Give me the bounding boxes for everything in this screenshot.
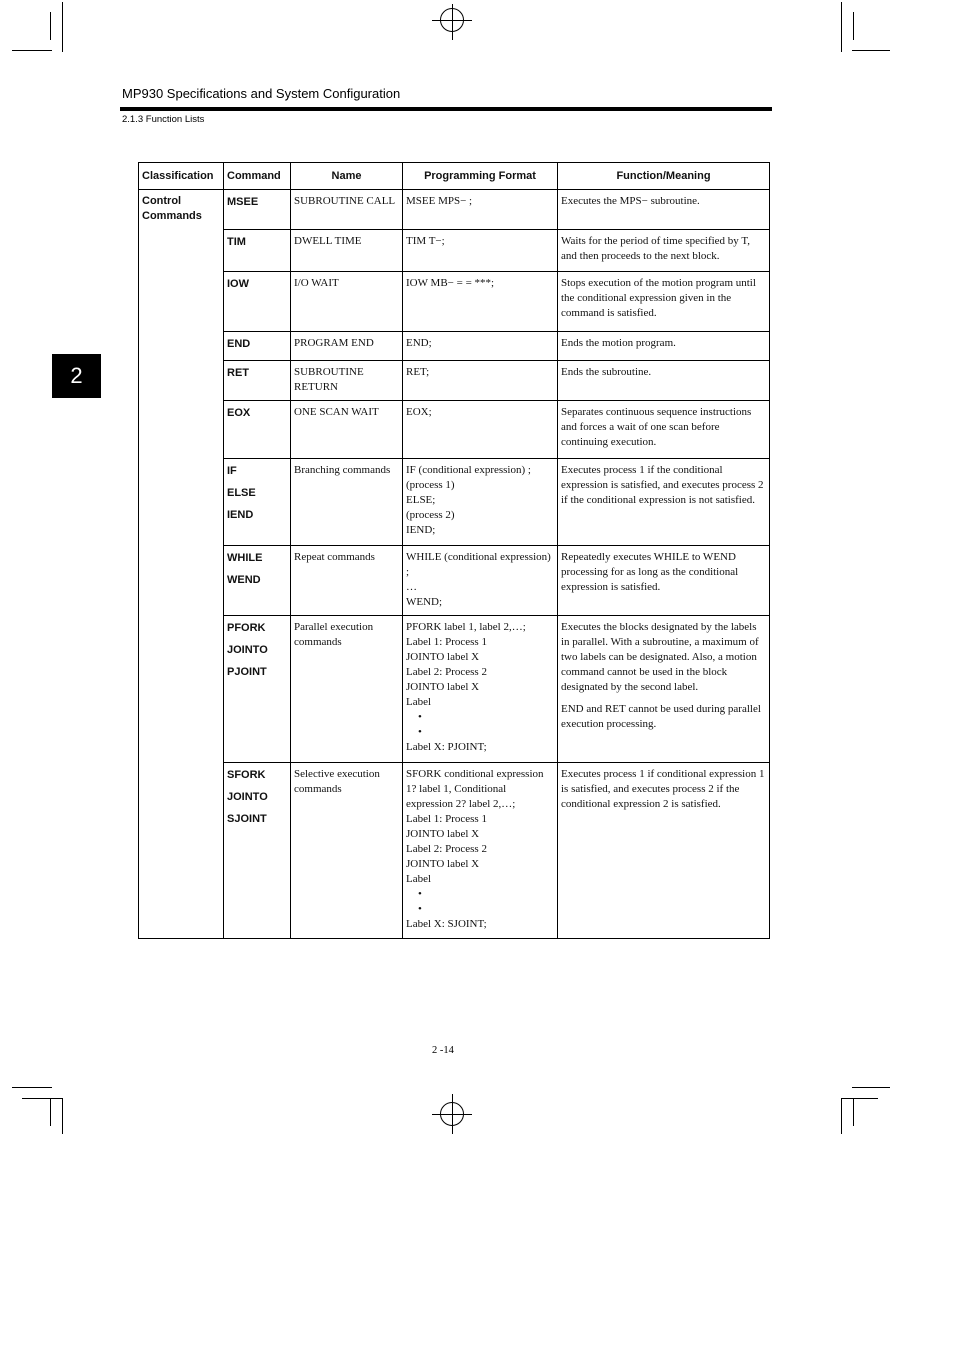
name-cell <box>291 763 403 939</box>
function-meaning-cell <box>558 546 770 616</box>
format-line: JOINTO label X <box>406 651 480 663</box>
format-line: JOINTO label X <box>406 858 480 870</box>
classification-cell: Control Commands <box>139 190 224 939</box>
crop-mark-bl-v2 <box>50 1098 51 1126</box>
page-header-title: MP930 Specifications and System Configuration <box>122 86 401 101</box>
command-keyword: PFORK <box>227 622 266 634</box>
function-text: Executes process 1 if conditional expression 1 is satisfied, and executes process 2 if the conditional expression 2 is satisfied. <box>561 768 765 810</box>
format-line: SFORK conditional expression 1? label 1, Conditional expression 2? label 2,…; <box>406 768 544 810</box>
command-keyword: SFORK <box>227 769 266 781</box>
crop-mark-bl-v <box>62 1098 63 1134</box>
table-row <box>139 763 770 939</box>
command-keyword: EOX <box>227 407 251 419</box>
chapter-tab: 2 <box>52 354 101 398</box>
command-keyword: JOINTO <box>227 791 268 803</box>
crop-mark-br-h2 <box>842 1098 878 1099</box>
command-cell <box>224 459 291 546</box>
table-row <box>139 230 770 272</box>
function-meaning-cell <box>558 459 770 546</box>
format-line: • <box>418 888 422 900</box>
command-keyword: PJOINT <box>227 666 267 678</box>
name-cell <box>291 546 403 616</box>
function-meaning-cell <box>558 190 770 230</box>
function-text: Separates continuous sequence instructions and forces a wait of one scan before continuing execution. <box>561 406 752 448</box>
programming-format-cell <box>403 546 558 616</box>
command-cell <box>224 361 291 401</box>
name-cell <box>291 272 403 332</box>
format-line: TIM T−; <box>406 235 445 247</box>
crop-mark-tl-v2 <box>50 12 51 40</box>
format-line: PFORK label 1, label 2,…; <box>406 621 526 633</box>
command-keyword: END <box>227 338 251 350</box>
function-text: Waits for the period of time specified by T, and then proceeds to the next block. <box>561 235 751 262</box>
function-text: Executes the blocks designated by the labels in parallel. With a subroutine, a maximum of two labels can be designated. Also, a motion command cannot be used in the block designated by the second label. <box>561 621 759 693</box>
command-cell <box>224 763 291 939</box>
format-line: WHILE (conditional expression) ; <box>406 551 551 578</box>
name-cell <box>291 190 403 230</box>
format-line: Label 1: Process 1 <box>406 636 487 648</box>
command-cell <box>224 401 291 459</box>
format-line: … <box>406 581 417 593</box>
format-line: Label <box>406 696 432 708</box>
crop-mark-bl-h <box>12 1087 52 1088</box>
format-line: (process 2) <box>406 509 455 521</box>
table-row <box>139 272 770 332</box>
page-number: 2 -14 <box>432 1045 454 1056</box>
command-name: PROGRAM END <box>294 337 374 349</box>
crop-mark-tr-h <box>852 50 890 51</box>
name-cell <box>291 332 403 361</box>
crop-mark-br-v2 <box>853 1098 854 1126</box>
programming-format-cell <box>403 230 558 272</box>
command-cell <box>224 272 291 332</box>
section-label: 2.1.3 Function Lists <box>122 114 205 125</box>
function-meaning-cell <box>558 230 770 272</box>
format-line: Label X: PJOINT; <box>406 741 487 753</box>
format-line: • <box>418 711 422 723</box>
format-line: END; <box>406 337 432 349</box>
name-cell <box>291 459 403 546</box>
function-meaning-cell <box>558 361 770 401</box>
command-cell <box>224 230 291 272</box>
table-header-row <box>139 163 770 190</box>
format-line: ELSE; <box>406 494 436 506</box>
command-name: Selective execution commands <box>294 768 380 795</box>
command-name: I/O WAIT <box>294 277 339 289</box>
format-line: EOX; <box>406 406 432 418</box>
function-text: Ends the motion program. <box>561 337 676 349</box>
header-rule <box>120 107 772 111</box>
command-keyword: IEND <box>227 509 254 521</box>
command-name: DWELL TIME <box>294 235 362 247</box>
function-meaning-cell <box>558 401 770 459</box>
function-meaning-cell <box>558 272 770 332</box>
format-line: JOINTO label X <box>406 828 480 840</box>
format-line: JOINTO label X <box>406 681 480 693</box>
name-cell <box>291 361 403 401</box>
command-name: ONE SCAN WAIT <box>294 406 379 418</box>
programming-format-cell <box>403 401 558 459</box>
command-cell <box>224 332 291 361</box>
command-keyword: WEND <box>227 574 261 586</box>
column-header-function-meaning: Function/Meaning <box>558 163 770 190</box>
format-line: Label 2: Process 2 <box>406 843 487 855</box>
format-line: Label X: SJOINT; <box>406 918 487 930</box>
command-keyword: IOW <box>227 278 249 290</box>
function-text: Executes process 1 if the conditional expression is satisfied, and executes process 2 if the conditional expression is not satisfied. <box>561 464 764 506</box>
command-name: Branching commands <box>294 464 391 476</box>
name-cell <box>291 616 403 763</box>
command-name: SUBROUTINE CALL <box>294 195 396 207</box>
function-meaning-cell <box>558 332 770 361</box>
programming-format-cell <box>403 361 558 401</box>
crop-mark-tl-h <box>12 50 52 51</box>
command-name: SUBROUTINE RETURN <box>294 366 364 393</box>
command-keyword: RET <box>227 367 249 379</box>
table-row <box>139 361 770 401</box>
column-header-name: Name <box>291 163 403 190</box>
name-cell <box>291 230 403 272</box>
table-body <box>139 190 770 939</box>
function-meaning-cell <box>558 763 770 939</box>
programming-format-cell <box>403 459 558 546</box>
crop-mark-tr-v2 <box>853 12 854 40</box>
function-text: Stops execution of the motion program until the conditional expression given in the command is satisfied. <box>561 277 756 319</box>
command-keyword: JOINTO <box>227 644 268 656</box>
table-row <box>139 546 770 616</box>
function-text: Ends the subroutine. <box>561 366 652 378</box>
table-row <box>139 190 770 230</box>
command-keyword: TIM <box>227 236 246 248</box>
function-text: Executes the MPS− subroutine. <box>561 195 700 207</box>
name-cell <box>291 401 403 459</box>
programming-format-cell <box>403 763 558 939</box>
reg-mark-bottom-circle <box>440 1102 464 1126</box>
column-header-programming-format: Programming Format <box>403 163 558 190</box>
crop-mark-tr-v <box>841 2 842 52</box>
column-header-command: Command <box>224 163 291 190</box>
format-line: MSEE MPS− ; <box>406 195 473 207</box>
format-line: IEND; <box>406 524 436 536</box>
format-line: Label 2: Process 2 <box>406 666 487 678</box>
command-name: Repeat commands <box>294 551 375 563</box>
format-line: Label <box>406 873 432 885</box>
command-keyword: MSEE <box>227 196 259 208</box>
crop-mark-tl-v <box>62 2 63 52</box>
format-line: RET; <box>406 366 430 378</box>
crop-mark-bl-h2 <box>22 1098 62 1099</box>
programming-format-cell <box>403 272 558 332</box>
column-header-classification: Classification <box>139 163 224 190</box>
format-line: WEND; <box>406 596 443 608</box>
function-meaning-cell <box>558 616 770 763</box>
command-keyword: WHILE <box>227 552 263 564</box>
crop-mark-br-h <box>852 1087 890 1088</box>
function-text: END and RET cannot be used during parallel execution processing. <box>561 703 761 730</box>
table-row <box>139 459 770 546</box>
format-line: • <box>418 726 422 738</box>
format-line: Label 1: Process 1 <box>406 813 487 825</box>
format-line: IOW MB− = = ***; <box>406 277 495 289</box>
programming-format-cell <box>403 190 558 230</box>
format-line: • <box>418 903 422 915</box>
command-cell <box>224 190 291 230</box>
format-line: (process 1) <box>406 479 455 491</box>
table-row <box>139 616 770 763</box>
command-keyword: ELSE <box>227 487 256 499</box>
function-text: Repeatedly executes WHILE to WEND processing for as long as the conditional expression is satisfied. <box>561 551 739 593</box>
function-list-table <box>138 162 770 939</box>
command-cell <box>224 546 291 616</box>
crop-mark-br-v <box>841 1098 842 1134</box>
programming-format-cell <box>403 616 558 763</box>
table-row <box>139 401 770 459</box>
table-row <box>139 332 770 361</box>
reg-mark-top-circle <box>440 8 464 32</box>
programming-format-cell <box>403 332 558 361</box>
command-keyword: IF <box>227 465 237 477</box>
command-name: Parallel execution commands <box>294 621 374 648</box>
format-line: IF (conditional expression) ; <box>406 464 531 476</box>
command-keyword: SJOINT <box>227 813 267 825</box>
command-cell <box>224 616 291 763</box>
